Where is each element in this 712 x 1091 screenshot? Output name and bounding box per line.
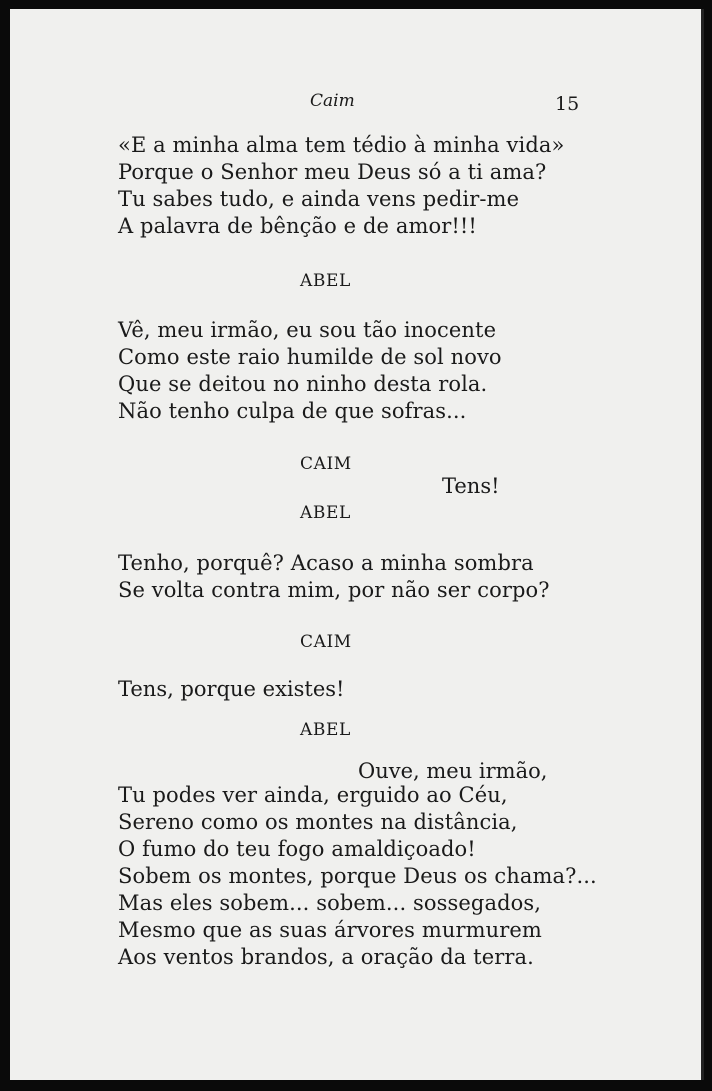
speaker-label: ABEL xyxy=(300,720,351,740)
verse-line: Tens, porque existes! xyxy=(118,677,345,701)
verse-line: Se volta contra mim, por não ser corpo? xyxy=(118,578,550,602)
page-number: 15 xyxy=(555,93,580,115)
verse-line: Sereno como os montes na distância, xyxy=(118,810,518,834)
verse-line: Mas eles sobem... sobem... sossegados, xyxy=(118,891,542,915)
verse-line: Tenho, porquê? Acaso a minha sombra xyxy=(118,551,534,575)
verse-line: Tens! xyxy=(442,474,500,498)
book-page xyxy=(10,9,704,1080)
verse-line: A palavra de bênção e de amor!!! xyxy=(118,214,477,238)
verse-line: Sobem os montes, porque Deus os chama?... xyxy=(118,864,597,888)
stanza-3 xyxy=(118,550,550,604)
verse-line: «E a minha alma tem tédio à minha vida» xyxy=(118,133,565,157)
speaker-label: ABEL xyxy=(300,271,351,291)
stanza-2 xyxy=(118,317,502,425)
verse-line: Que se deitou no ninho desta rola. xyxy=(118,372,488,396)
verse-line: Porque o Senhor meu Deus só a ti ama? xyxy=(118,160,547,184)
stanza-4 xyxy=(118,782,597,971)
verse-line: Ouve, meu irmão, xyxy=(358,759,548,783)
verse-line: Vê, meu irmão, eu sou tão inocente xyxy=(118,318,497,342)
verse-line: Como este raio humilde de sol novo xyxy=(118,345,502,369)
running-header-title: Caim xyxy=(310,91,355,111)
speaker-label: CAIM xyxy=(300,632,352,652)
verse-line: Não tenho culpa de que sofras... xyxy=(118,399,467,423)
verse-line: Mesmo que as suas árvores murmurem xyxy=(118,918,542,942)
speaker-label: ABEL xyxy=(300,503,351,523)
stanza-1 xyxy=(118,132,564,240)
speaker-label: CAIM xyxy=(300,454,352,474)
verse-line: Aos ventos brandos, a oração da terra. xyxy=(118,945,534,969)
verse-line: O fumo do teu fogo amaldiçoado! xyxy=(118,837,476,861)
verse-line: Tu podes ver ainda, erguido ao Céu, xyxy=(118,783,508,807)
verse-line: Tu sabes tudo, e ainda vens pedir-me xyxy=(118,187,520,211)
